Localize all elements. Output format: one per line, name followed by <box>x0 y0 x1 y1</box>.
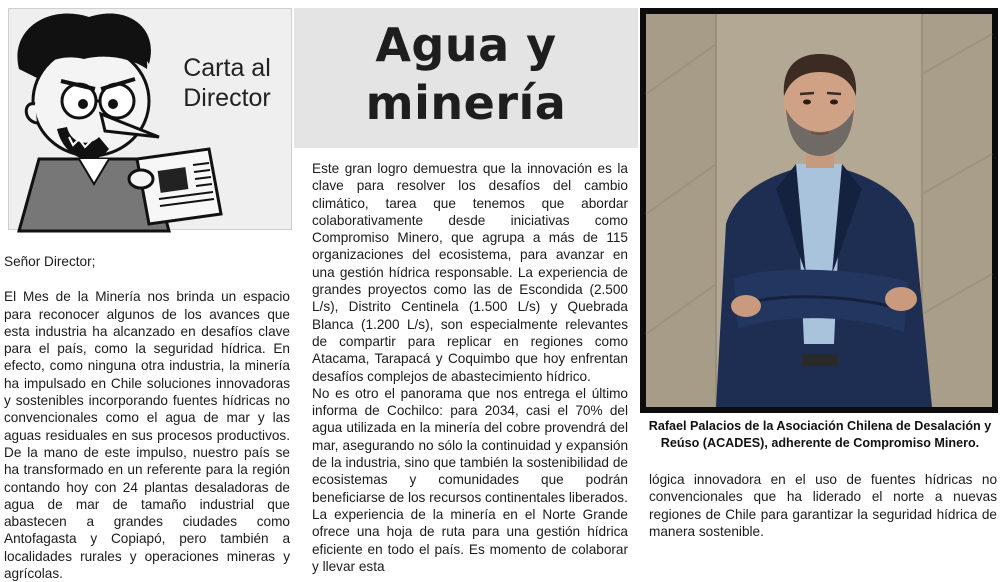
paragraph: No es otro el panorama que nos entrega el último informa de Cochilco: para 2034, casi el 70% del agua utilizada en la minería del cobre provendrá del mar, asegurando no sólo la continuidad y expansión de la industria, sino que también la sostenibilidad de ecosistemas y comunidades que podrán beneficiarse de los recursos continentales liberados. <box>312 385 628 505</box>
paragraph: El Mes de la Minería nos brinda un espacio para reconocer algunos de los avances que esta industria ha alcanzado en desafíos clave para el país, como la seguridad hídrica. En efecto, como ninguna otra industria, la minería ha impulsado en Chile soluciones innovadoras y sostenibles incorporando fuentes hídricas no convencionales como el agua de mar y las aguas residuales en sus procesos productivos. De la mano de este impulso, nuestro país se ha transformado en un referente para la región contando hoy con 24 plantas desaladoras de agua de mar de tamaño industrial que abastecen a grandes ciudades como Antofagasta y Copiapó, pero también a localidades rurales y operaciones mineras y agrícolas. <box>4 289 290 582</box>
portrait-photo <box>646 14 992 407</box>
headline-box <box>294 8 638 148</box>
cartoon-title <box>167 53 287 113</box>
headline-line2: minería <box>365 76 567 130</box>
headline-line1: Agua y <box>375 18 557 72</box>
paragraph: lógica innovadora en el uso de fuentes hídricas no convencionales que ha liderado el norte a nuevas regiones de Chile para garantizar la seguridad hídrica de manera sostenible. <box>649 472 997 539</box>
article-column-right <box>649 471 997 540</box>
article-column-middle <box>312 160 628 575</box>
headline <box>294 16 638 132</box>
paragraph: Este gran logro demuestra que la innovación es la clave para resolver los desafíos del cambio climático, tarea que tenemos que abordar colaborativamente desde iniciativas como Compromiso Minero, que agrupa a más de 115 organizaciones del ecosistema, para avanzar en una gestión hídrica responsable. La experiencia de grandes proyectos como las de Escondida (2.500 L/s), Distrito Centinela (1.500 L/s) y Quebrada Blanca (1.200 L/s), son especialmente relevantes de compartir para replicar en regiones como Atacama, Tarapacá y Coquimbo que hoy enfrentan desafíos complejos de abastecimiento hídrico. <box>312 161 628 384</box>
portrait-photo-frame <box>640 8 998 413</box>
photo-caption: Rafael Palacios de la Asociación Chilena de Desalación y Reúso (ACADES), adherente de Compromiso Minero. <box>648 419 992 450</box>
salutation: Señor Director; <box>4 254 96 269</box>
carta-al-director-cartoon <box>8 8 292 230</box>
article-column-left <box>4 253 290 582</box>
person-portrait-icon <box>646 14 992 407</box>
newspaper-reader-cartoon-icon <box>9 9 293 231</box>
cartoon-title-line1: Carta al <box>183 54 271 82</box>
cartoon-title-line2: Director <box>183 84 271 112</box>
paragraph: La experiencia de la minería en el Norte Grande ofrece una hoja de ruta para una gestión hídrica eficiente en todo el país. Es momento de colaborar y llevar esta <box>312 506 628 574</box>
